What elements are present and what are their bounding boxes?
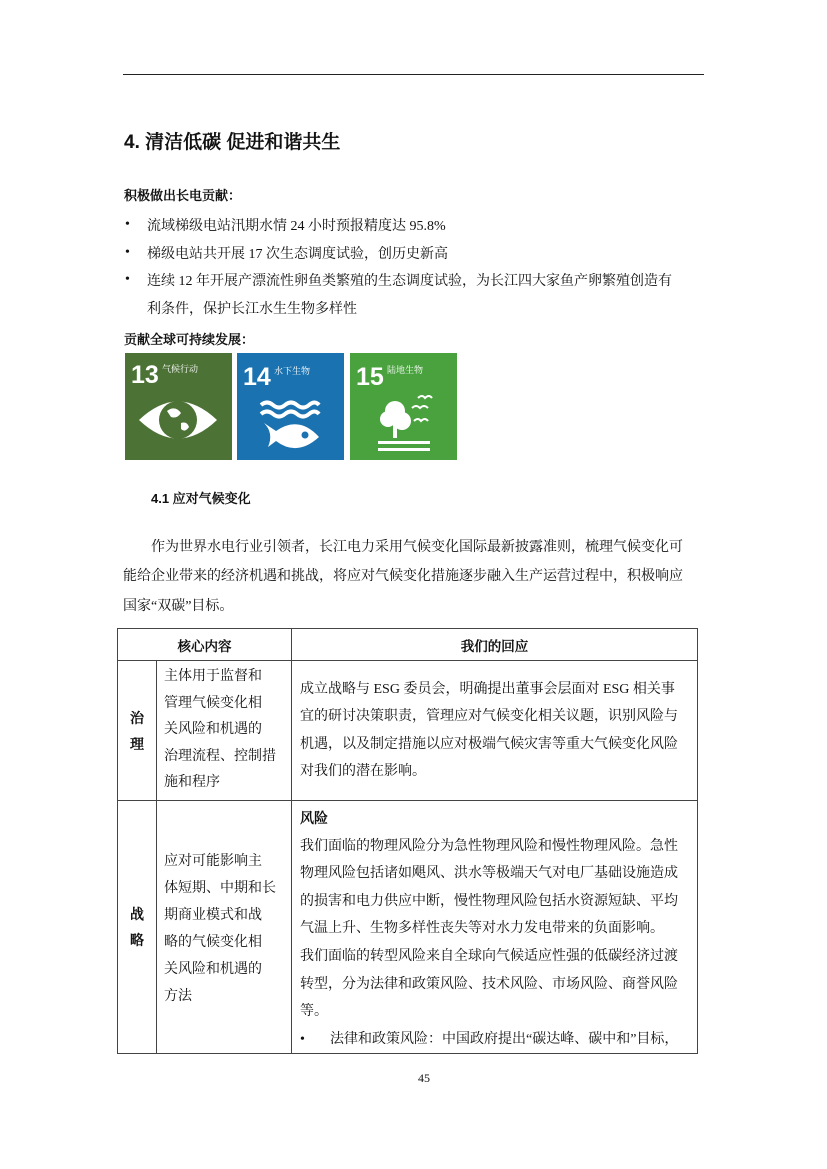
description-line: 体短期、中期和长: [164, 881, 276, 896]
response-line: 气温上升、生物多样性丧失等对水力发电带来的负面影响。: [300, 921, 664, 937]
section-title: 4.1 应对气候变化: [151, 491, 251, 506]
description-line: 应对可能影响主: [164, 854, 262, 869]
bullet-icon: •: [125, 245, 130, 260]
table-header-row: [118, 629, 698, 661]
response-line: 我们面临的转型风险来自全球向气候适应性强的低碳经济过渡: [300, 948, 678, 964]
sdg-number: 13: [131, 361, 159, 389]
sdg-label: 气候行动: [162, 364, 199, 374]
table-row: [118, 661, 698, 801]
bullet-item: 梯级电站共开展 17 次生态调度试验，创历史新高: [147, 247, 448, 262]
contribution-title: 积极做出长电贡献：: [124, 188, 242, 203]
chapter-heading: 4. 清洁低碳 促进和谐共生: [124, 132, 341, 153]
response-line: 的损害和电力供应中断，慢性物理风险包括水资源短缺、平均: [300, 893, 678, 909]
sdg-14-tile: [237, 353, 344, 460]
fish-waves-icon: [237, 353, 344, 460]
category-char: 理: [130, 735, 144, 752]
bullet-item: 流域梯级电站汛期水情 24 小时预报精度达 95.8%: [147, 219, 446, 234]
bullet-icon: •: [300, 1031, 305, 1047]
response-line: 等。: [300, 1004, 328, 1020]
table-header: 我们的回应: [292, 629, 698, 661]
sdg-title: 贡献全球可持续发展：: [124, 332, 255, 347]
category-cell: [118, 801, 157, 1054]
tree-birds-icon: [350, 353, 457, 460]
response-line: 对我们的潜在影响。: [300, 764, 426, 779]
sdg-label: 水下生物: [274, 366, 311, 376]
bullet-item: 连续 12 年开展产漂流性卵鱼类繁殖的生态调度试验，为长江四大家鱼产卵繁殖创造有: [147, 274, 672, 289]
response-bullet-text: 法律和政策风险：中国政府提出“碳达峰、碳中和”目标，: [330, 1031, 679, 1047]
category-char: 治: [130, 709, 144, 726]
response-line: 宜的研讨决策职责，管理应对气候变化相关议题，识别风险与: [300, 709, 678, 724]
description-line: 略的气候变化相: [164, 935, 262, 950]
intro-line: 能给企业带来的经济机遇和挑战，将应对气候变化措施逐步融入生产运营过程中，积极响应: [123, 569, 683, 584]
description-line: 方法: [164, 989, 192, 1004]
response-bullet-line: [300, 1026, 697, 1054]
bullet-icon: •: [125, 217, 130, 232]
sdg-number: 14: [243, 363, 271, 391]
response-line: 转型，分为法律和政策风险、技术风险、市场风险、商誉风险: [300, 976, 678, 992]
description-line: 期商业模式和战: [164, 908, 262, 923]
response-line: 我们面临的物理风险分为急性物理风险和慢性物理风险。急性: [300, 838, 678, 854]
category-cell: [118, 661, 157, 801]
response-line: 机遇，以及制定措施以应对极端气候灾害等重大气候变化风险: [300, 736, 678, 752]
category-char: 略: [130, 932, 144, 949]
header-rule: [123, 74, 704, 75]
response-subtitle: 风险: [300, 810, 328, 826]
sdg-label: 陆地生物: [387, 365, 424, 375]
response-line: 成立战略与 ESG 委员会，明确提出董事会层面对 ESG 相关事: [300, 681, 675, 697]
description-line: 主体用于监督和: [164, 669, 262, 685]
description-line: 关风险和机遇的: [164, 962, 262, 977]
description-line: 施和程序: [164, 775, 220, 791]
description-line: 管理气候变化相: [164, 695, 262, 711]
sdg-number: 15: [356, 363, 384, 391]
eye-globe-icon: [125, 353, 232, 460]
response-line: 物理风险包括诸如飓风、洪水等极端天气对电厂基础设施造成: [300, 866, 678, 882]
description-line: 治理流程、控制措: [164, 748, 276, 764]
description-line: 关风险和机遇的: [164, 722, 262, 738]
climate-governance-table: [117, 628, 698, 1054]
table-row: [118, 801, 698, 1054]
table-header: 核心内容: [118, 629, 292, 661]
intro-line: 作为世界水电行业引领者，长江电力采用气候变化国际最新披露准则，梳理气候变化可: [151, 540, 683, 555]
bullet-item-continuation: 利条件，保护长江水生生物多样性: [147, 302, 357, 317]
description-cell: [157, 801, 292, 1054]
description-cell: [157, 661, 292, 801]
page-number: 45: [418, 1071, 430, 1085]
intro-line: 国家“双碳”目标。: [123, 599, 234, 614]
bullet-icon: •: [125, 272, 130, 287]
response-cell: [292, 661, 698, 801]
response-cell: [292, 801, 698, 1054]
sdg-15-tile: [350, 353, 457, 460]
sdg-13-tile: [125, 353, 232, 460]
category-char: 战: [130, 906, 144, 923]
